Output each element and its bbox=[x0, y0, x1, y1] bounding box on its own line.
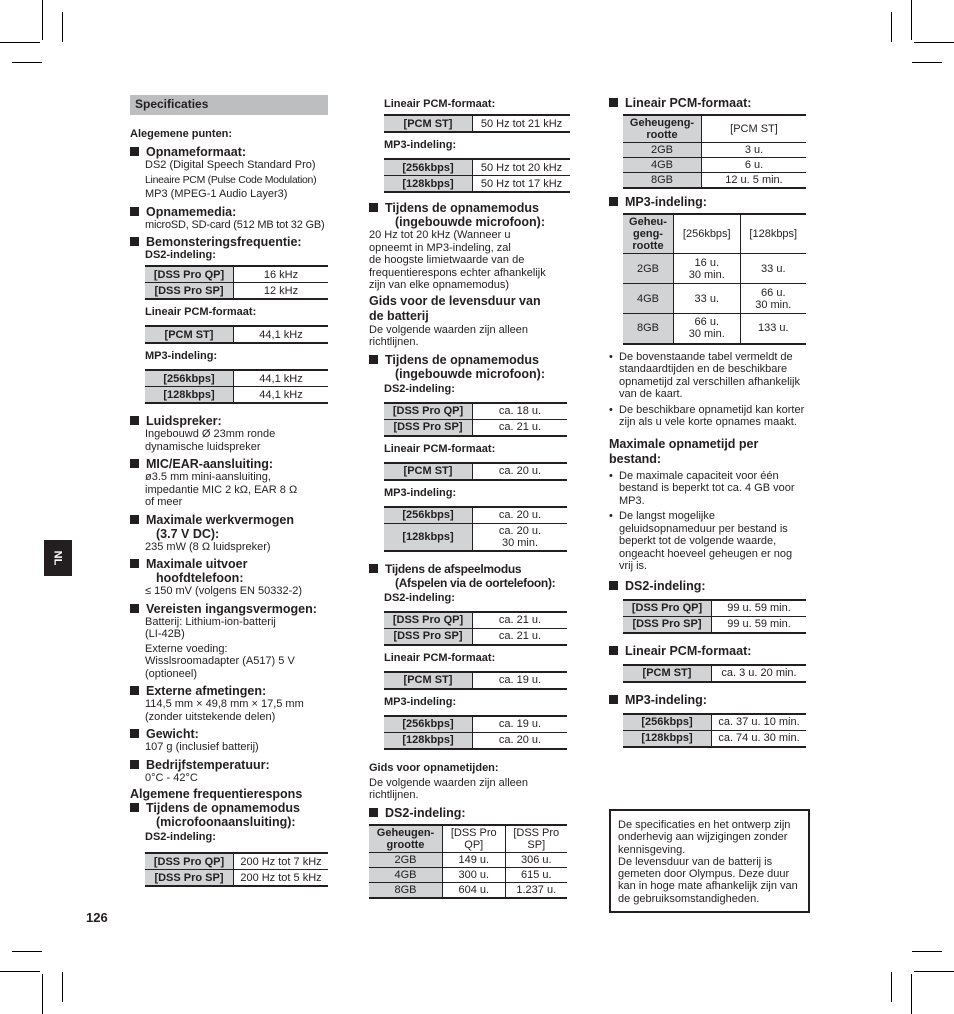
table-row bbox=[384, 672, 567, 689]
table-row bbox=[145, 387, 328, 404]
table-value: ca. 37 u. 10 min. bbox=[712, 714, 807, 731]
rec-time-guide-desc: richtlijnen. bbox=[369, 789, 419, 801]
table-row bbox=[369, 852, 567, 867]
table-header: [DSS Pro SP] bbox=[505, 825, 567, 853]
battery-guide-desc: De volgende waarden zijn alleen bbox=[369, 323, 528, 336]
table-key: [PCM ST] bbox=[384, 115, 473, 132]
dimensions-heading: Externe afmetingen: bbox=[130, 684, 330, 698]
bullet-square-icon bbox=[130, 459, 139, 468]
table-key: [PCM ST] bbox=[384, 463, 473, 480]
table-value: 12 u. 5 min. bbox=[702, 173, 807, 189]
table-value: 1.237 u. bbox=[505, 882, 567, 898]
table-key: 8GB bbox=[623, 173, 702, 189]
pcm-label: Lineair PCM-formaat: bbox=[384, 651, 496, 664]
table-row bbox=[384, 419, 567, 436]
crop-mark bbox=[911, 974, 912, 1014]
table-key: 2GB bbox=[623, 254, 674, 284]
table-row bbox=[623, 284, 806, 314]
language-tab-label: NL bbox=[51, 550, 64, 566]
mp3-label: MP3-indeling: bbox=[384, 695, 457, 708]
pcm-label: Lineair PCM-formaat: bbox=[145, 306, 257, 318]
table-row bbox=[145, 853, 328, 870]
crop-mark bbox=[62, 12, 63, 42]
table-value: ca. 74 u. 30 min. bbox=[712, 730, 807, 747]
language-tab bbox=[44, 540, 72, 576]
sampling-mp3-table bbox=[145, 369, 328, 404]
table-value: 33 u. bbox=[674, 284, 741, 314]
table-row bbox=[623, 665, 806, 682]
table-value: 300 u. bbox=[443, 867, 506, 882]
table-row bbox=[623, 173, 806, 189]
battery-rec-pcm-table bbox=[384, 462, 567, 481]
general-label: Alegemene punten: bbox=[130, 128, 233, 140]
table-value: ca. 21 u. bbox=[473, 628, 568, 645]
table-key: [256kbps] bbox=[384, 716, 473, 733]
media-heading: Opnamemedia: bbox=[130, 205, 330, 219]
table-value: 44,1 kHz bbox=[234, 387, 329, 404]
max-ds2-table bbox=[623, 599, 806, 634]
table-value: ca. 21 u. bbox=[473, 612, 568, 629]
table-key: [DSS Pro SP] bbox=[623, 616, 712, 633]
headphone-heading: Maximale uitvoer hoofdtelefoon: bbox=[130, 557, 330, 585]
table-header: [256kbps] bbox=[674, 214, 741, 254]
table-key: 8GB bbox=[369, 882, 443, 898]
pcm-label: Lineair PCM-formaat: bbox=[384, 442, 496, 455]
bullet-square-icon bbox=[369, 808, 378, 817]
freq-mp3-table bbox=[384, 158, 570, 193]
table-value: 12 kHz bbox=[234, 283, 329, 300]
max-file-time-title: Maximale opnametijd per bestand: bbox=[609, 436, 759, 466]
table-value: 16 kHz bbox=[234, 266, 329, 283]
column-2 bbox=[369, 96, 569, 905]
table-header-row bbox=[369, 825, 567, 853]
input-power-value: (optioneel) bbox=[145, 667, 197, 680]
max-pcm-heading: Lineair PCM-formaat: bbox=[609, 644, 807, 658]
table-key: [DSS Pro QP] bbox=[145, 853, 234, 870]
table-value: 33 u. bbox=[740, 254, 806, 284]
table-value: 615 u. bbox=[505, 867, 567, 882]
table-row bbox=[384, 403, 567, 420]
speaker-heading: Luidspreker: bbox=[130, 414, 330, 428]
temperature-value: 0°C - 42°C bbox=[145, 771, 198, 784]
crop-mark bbox=[42, 0, 43, 40]
note: • De maximale capaciteit voor één bestand is beperkt tot ca. 4 GB voor MP3. bbox=[609, 470, 807, 508]
freq-ds2-table bbox=[145, 852, 328, 887]
max-mp3-heading: MP3-indeling: bbox=[609, 693, 807, 707]
bullet-square-icon bbox=[130, 207, 139, 216]
builtin-mic-value: 20 Hz tot 20 kHz (Wanneer u bbox=[369, 229, 511, 241]
table-value: ca. 20 u. bbox=[473, 463, 568, 480]
table-value: 3 u. bbox=[702, 143, 807, 158]
crop-mark bbox=[911, 0, 912, 40]
table-value: ca. 21 u. bbox=[473, 419, 568, 436]
table-row bbox=[369, 867, 567, 882]
table-row bbox=[623, 616, 806, 633]
input-power-value: Batterij: Lithium-ion-batterij bbox=[145, 615, 276, 628]
mp3-label: MP3-indeling: bbox=[384, 139, 457, 151]
input-power-heading: Vereisten ingangsvermogen: bbox=[130, 602, 330, 616]
note: • De beschikbare opnametijd kan korter zijn als u vele korte opnames maakt. bbox=[609, 404, 807, 429]
table-value: 200 Hz tot 5 kHz bbox=[234, 870, 329, 887]
rec-format-line: Lineaire PCM (Pulse Code Modulation) bbox=[145, 173, 317, 186]
ds2-label: DS2-indeling: bbox=[145, 831, 216, 843]
power-value: 235 mW (8 Ω luidspreker) bbox=[145, 540, 271, 553]
pcm-label: Lineair PCM-formaat: bbox=[384, 98, 496, 110]
builtin-mic-value: frequentierespons echter afhankelijk bbox=[369, 266, 546, 279]
freq-mic-heading: Tijdens de opnamemodus (microfoonaansluiting): bbox=[130, 801, 330, 829]
crop-mark bbox=[42, 974, 43, 1014]
max-mp3-table bbox=[623, 713, 806, 748]
table-value: 149 u. bbox=[443, 852, 506, 867]
mic-value: ø3.5 mm mini-aansluiting, bbox=[145, 471, 271, 483]
bullet-square-icon bbox=[609, 581, 618, 590]
table-key: [128kbps] bbox=[384, 523, 473, 551]
sampling-pcm-table bbox=[145, 325, 328, 344]
table-value: ca. 20 u. 30 min. bbox=[473, 523, 568, 551]
mp3-label: MP3-indeling: bbox=[384, 486, 457, 499]
pcm-time-table bbox=[623, 114, 806, 189]
crop-mark bbox=[912, 951, 942, 952]
rec-time-ds2-table bbox=[369, 824, 567, 899]
crop-mark bbox=[62, 972, 63, 1002]
bullet-square-icon bbox=[130, 559, 139, 568]
rec-time-ds2-heading: DS2-indeling: bbox=[369, 806, 569, 820]
table-key: [DSS Pro QP] bbox=[384, 403, 473, 420]
battery-guide-desc: richtlijnen. bbox=[369, 336, 419, 348]
table-value: ca. 20 u. bbox=[473, 732, 568, 749]
table-header: [DSS Pro QP] bbox=[443, 825, 506, 853]
table-value: ca. 20 u. bbox=[473, 507, 568, 524]
bullet-square-icon bbox=[609, 98, 618, 107]
table-row bbox=[384, 507, 567, 524]
sampling-heading: Bemonsteringsfrequentie: bbox=[130, 235, 330, 249]
table-key: [DSS Pro QP] bbox=[623, 600, 712, 617]
table-value: 50 Hz tot 17 kHz bbox=[473, 176, 571, 193]
bullet-square-icon bbox=[369, 564, 378, 573]
bullet-square-icon bbox=[130, 604, 139, 613]
table-value: 604 u. bbox=[443, 882, 506, 898]
table-value: 99 u. 59 min. bbox=[712, 616, 807, 633]
table-row bbox=[384, 159, 570, 176]
speaker-value: Ingebouwd Ø 23mm ronde bbox=[145, 428, 276, 440]
bullet-square-icon bbox=[130, 147, 139, 156]
table-row bbox=[384, 176, 570, 193]
builtin-mic-heading: Tijdens de opnamemodus (ingebouwde microfoon): bbox=[369, 201, 569, 229]
crop-mark bbox=[0, 42, 40, 43]
bullet-square-icon bbox=[130, 237, 139, 246]
bullet-square-icon bbox=[130, 760, 139, 769]
table-value: 44,1 kHz bbox=[234, 370, 329, 387]
table-row bbox=[369, 882, 567, 898]
table-header-row bbox=[623, 214, 806, 254]
table-value: 200 Hz tot 7 kHz bbox=[234, 853, 329, 870]
table-row bbox=[384, 523, 567, 551]
table-key: [DSS Pro QP] bbox=[384, 612, 473, 629]
table-key: [128kbps] bbox=[384, 176, 473, 193]
input-power-value: Externe voeding: bbox=[145, 642, 228, 655]
builtin-mic-value: opneemt in MP3-indeling, zal bbox=[369, 241, 511, 254]
ds2-label: DS2-indeling: bbox=[384, 591, 455, 604]
disclaimer-box bbox=[609, 809, 810, 913]
table-row bbox=[623, 600, 806, 617]
table-row bbox=[384, 612, 567, 629]
table-key: 2GB bbox=[623, 143, 702, 158]
table-key: [256kbps] bbox=[623, 714, 712, 731]
mic-value: of meer bbox=[145, 496, 183, 508]
bullet-square-icon bbox=[609, 197, 618, 206]
mic-heading: MIC/EAR-aansluiting: bbox=[130, 457, 330, 471]
power-heading: Maximale werkvermogen (3.7 V DC): bbox=[130, 513, 330, 541]
max-ds2-heading: DS2-indeling: bbox=[609, 579, 807, 593]
crop-mark bbox=[891, 972, 892, 1002]
table-row bbox=[623, 314, 806, 344]
table-key: [256kbps] bbox=[145, 370, 234, 387]
page-number: 126 bbox=[86, 910, 108, 925]
mic-value: impedantie MIC 2 kΩ, EAR 8 Ω bbox=[145, 483, 298, 496]
table-row bbox=[145, 370, 328, 387]
crop-mark bbox=[912, 62, 942, 63]
bullet-square-icon bbox=[609, 695, 618, 704]
pcm-time-heading: Lineair PCM-formaat: bbox=[609, 96, 807, 110]
mp3-time-heading: MP3-indeling: bbox=[609, 195, 807, 209]
table-value: ca. 18 u. bbox=[473, 403, 568, 420]
crop-mark bbox=[12, 62, 42, 63]
table-key: 4GB bbox=[623, 158, 702, 173]
table-key: [256kbps] bbox=[384, 159, 473, 176]
dimensions-value: (zonder uitstekende delen) bbox=[145, 710, 276, 723]
note: • De langst mogelijke geluidsopnameduur per bestand is beperkt tot de volgende waarde, ongeacht hoeveel geheugen er nog vrij is. bbox=[609, 510, 807, 573]
bullet-square-icon bbox=[130, 729, 139, 738]
table-value: 50 Hz tot 21 kHz bbox=[473, 115, 571, 132]
table-value: ca. 19 u. bbox=[473, 716, 568, 733]
ds2-label: DS2-indeling: bbox=[145, 249, 216, 261]
table-header: [PCM ST] bbox=[702, 115, 807, 143]
table-row bbox=[145, 326, 328, 343]
table-header: Geheu- geng- rootte bbox=[623, 214, 674, 254]
battery-play-pcm-table bbox=[384, 671, 567, 690]
table-row bbox=[145, 870, 328, 887]
table-value: 99 u. 59 min. bbox=[712, 600, 807, 617]
battery-play-ds2-table bbox=[384, 611, 567, 646]
table-row bbox=[623, 254, 806, 284]
table-value: ca. 3 u. 20 min. bbox=[712, 665, 807, 682]
media-value: microSD, SD-card (512 MB tot 32 GB) bbox=[145, 218, 325, 231]
sampling-ds2-table bbox=[145, 265, 328, 300]
table-key: [DSS Pro SP] bbox=[145, 283, 234, 300]
table-value: 16 u. 30 min. bbox=[674, 254, 741, 284]
table-key: [PCM ST] bbox=[145, 326, 234, 343]
table-row bbox=[145, 283, 328, 300]
table-header-row bbox=[623, 115, 806, 143]
input-power-value: Wisslsroomadapter (A517) 5 V bbox=[145, 655, 295, 667]
table-row bbox=[384, 732, 567, 749]
table-header: Geheugen- grootte bbox=[369, 825, 443, 853]
bullet-square-icon bbox=[130, 803, 139, 812]
table-key: [DSS Pro QP] bbox=[145, 266, 234, 283]
table-key: [PCM ST] bbox=[623, 665, 712, 682]
table-row bbox=[623, 730, 806, 747]
battery-play-mp3-table bbox=[384, 715, 567, 750]
mp3-label: MP3-indeling: bbox=[145, 350, 218, 362]
speaker-value: dynamische luidspreker bbox=[145, 440, 261, 453]
freq-pcm-table bbox=[384, 114, 570, 133]
headphone-value: ≤ 150 mV (volgens EN 50332-2) bbox=[145, 585, 303, 597]
table-value: 66 u. 30 min. bbox=[740, 284, 806, 314]
rec-time-guide-title: Gids voor opnametijden: bbox=[369, 761, 499, 774]
column-3 bbox=[609, 96, 807, 754]
battery-guide-title: Gids voor de levensduur van de batterij bbox=[369, 293, 541, 323]
table-key: 8GB bbox=[623, 314, 674, 344]
table-value: 6 u. bbox=[702, 158, 807, 173]
table-row bbox=[623, 714, 806, 731]
rec-format-line: DS2 (Digital Speech Standard Pro) bbox=[145, 159, 316, 171]
builtin-mic-value: zijn van elke opnamemodus) bbox=[369, 279, 510, 291]
table-key: [PCM ST] bbox=[384, 672, 473, 689]
table-value: 66 u. 30 min. bbox=[674, 314, 741, 344]
table-key: [DSS Pro SP] bbox=[145, 870, 234, 887]
crop-mark bbox=[914, 971, 954, 972]
table-row bbox=[145, 266, 328, 283]
weight-value: 107 g (inclusief batterij) bbox=[145, 741, 259, 753]
table-value: 133 u. bbox=[740, 314, 806, 344]
max-pcm-table bbox=[623, 664, 806, 683]
rec-time-guide-desc: De volgende waarden zijn alleen bbox=[369, 776, 528, 789]
battery-rec-ds2-table bbox=[384, 402, 567, 437]
bullet-square-icon bbox=[130, 686, 139, 695]
mp3-time-table bbox=[623, 213, 806, 345]
table-key: 4GB bbox=[369, 867, 443, 882]
table-value: ca. 19 u. bbox=[473, 672, 568, 689]
battery-rec-mp3-table bbox=[384, 506, 567, 552]
table-key: 4GB bbox=[623, 284, 674, 314]
table-row bbox=[384, 115, 570, 132]
table-key: [DSS Pro SP] bbox=[384, 419, 473, 436]
rec-format-line: MP3 (MPEG-1 Audio Layer3) bbox=[145, 188, 288, 200]
crop-mark bbox=[914, 42, 954, 43]
table-row bbox=[384, 628, 567, 645]
playback-heading: Tijdens de afspeelmodus (Afspelen via de oortelefoon): bbox=[369, 562, 569, 590]
column-1 bbox=[130, 95, 330, 893]
input-power-value: (LI-42B) bbox=[145, 628, 185, 640]
bullet-square-icon bbox=[609, 646, 618, 655]
crop-mark bbox=[0, 971, 40, 972]
table-value: 306 u. bbox=[505, 852, 567, 867]
table-row bbox=[384, 716, 567, 733]
bullet-square-icon bbox=[369, 203, 378, 212]
table-key: [DSS Pro SP] bbox=[384, 628, 473, 645]
table-key: [128kbps] bbox=[145, 387, 234, 404]
table-value: 44,1 kHz bbox=[234, 326, 329, 343]
section-title: Specificaties bbox=[130, 95, 328, 115]
temperature-heading: Bedrijfstemperatuur: bbox=[130, 758, 330, 772]
weight-heading: Gewicht: bbox=[130, 727, 330, 741]
dimensions-value: 114,5 mm × 49,8 mm × 17,5 mm bbox=[145, 698, 304, 710]
table-value: 50 Hz tot 20 kHz bbox=[473, 159, 571, 176]
ds2-label: DS2-indeling: bbox=[384, 382, 455, 395]
disclaimer-text: De levensduur van de batterij is gemeten door Olympus. Deze duur kan in hoge mate afhankelijk zijn van de gebruiksomstandigheden. bbox=[618, 855, 798, 905]
bullet-square-icon bbox=[130, 515, 139, 524]
bullet-square-icon bbox=[130, 416, 139, 425]
table-header: Geheugeng- rootte bbox=[623, 115, 702, 143]
table-header: [128kbps] bbox=[740, 214, 806, 254]
builtin-mic-value: de hoogste limietwaarde van de bbox=[369, 254, 525, 266]
table-key: 2GB bbox=[369, 852, 443, 867]
table-key: [128kbps] bbox=[623, 730, 712, 747]
table-key: [256kbps] bbox=[384, 507, 473, 524]
table-row bbox=[623, 158, 806, 173]
disclaimer-text: De specificaties en het ontwerp zijn onderhevig aan wijzigingen zonder kennisgeving. bbox=[618, 819, 791, 856]
table-key: [128kbps] bbox=[384, 732, 473, 749]
note: • De bovenstaande tabel vermeldt de standaardtijden en de beschikbare opnametijd zal verschillen afhankelijk van de kaart. bbox=[609, 351, 807, 401]
bullet-square-icon bbox=[369, 355, 378, 364]
crop-mark bbox=[891, 12, 892, 42]
rec-format-heading: Opnameformaat: bbox=[130, 145, 330, 159]
freq-response-title: Algemene frequentierespons bbox=[130, 787, 303, 801]
table-row bbox=[623, 143, 806, 158]
table-row bbox=[384, 463, 567, 480]
battery-rec-heading: Tijdens de opnamemodus (ingebouwde microfoon): bbox=[369, 353, 569, 381]
crop-mark bbox=[12, 951, 42, 952]
